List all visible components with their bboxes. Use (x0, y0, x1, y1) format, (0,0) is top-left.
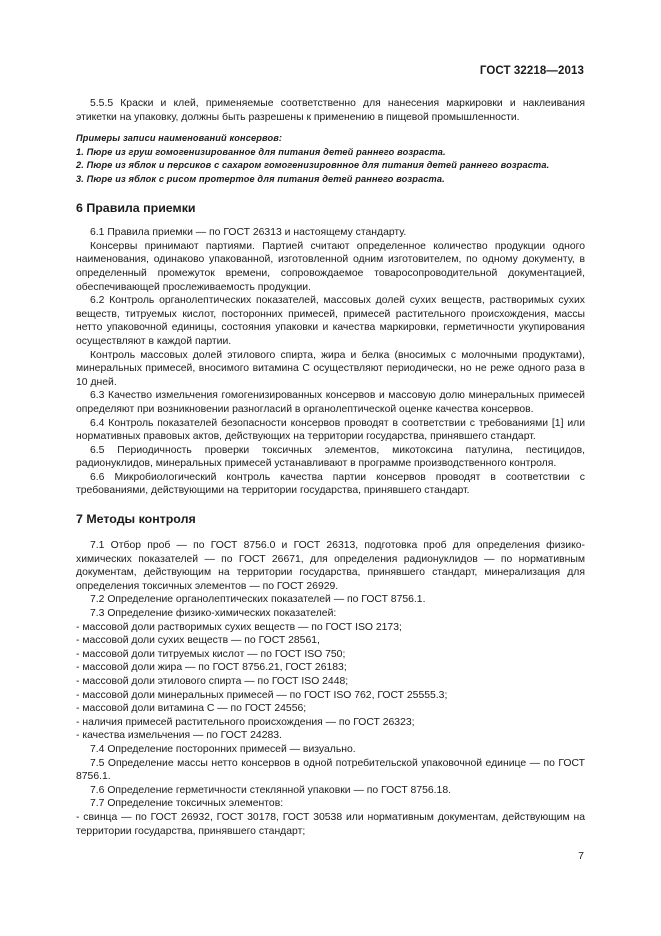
clause-6-4: 6.4 Контроль показателей безопасности консервов проводят в соответствии с требованиями [1] или нормативных правовых актов, действующих на территории государства, принявшего стандарт. (76, 417, 585, 443)
section-6-heading: 6 Правила приемки (76, 201, 196, 216)
clause-7-2: 7.2 Определение органолептических показателей — по ГОСТ 8756.1. (90, 594, 426, 606)
page-content (76, 97, 585, 838)
standard-number-header: ГОСТ 32218—2013 (479, 65, 584, 77)
page-number: 7 (578, 850, 584, 862)
list-item: - массовой доли титруемых кислот — по ГОСТ ISO 750; (76, 648, 346, 660)
examples-title: Примеры записи наименований консервов: (76, 133, 283, 144)
list-item: - массовой доли минеральных примесей — по ГОСТ ISO 762, ГОСТ 25555.3; (76, 689, 448, 701)
clause-6-5: 6.5 Периодичность проверки токсичных элементов, микотоксина патулина, пестицидов, радионуклидов, минеральных примесей устанавливают в программе производственного контроля. (76, 444, 585, 470)
list-item: - массовой доли растворимых сухих веществ — по ГОСТ ISO 2173; (76, 621, 402, 633)
example-item: 2. Пюре из яблок и персиков с сахаром гомогенизировнное для питания детей раннего возраста. (76, 160, 550, 171)
paragraph-periodic-control: Контроль массовых долей этилового спирта, жира и белка (вносимых с молочными продуктами), минеральных примесей, вносимого витамина С осуществляют периодически, но не реже одного раза в 10 дней. (76, 349, 585, 388)
list-item: - массовой доли жира — по ГОСТ 8756.21, ГОСТ 26183; (76, 662, 347, 674)
clause-6-6: 6.6 Микробиологический контроль качества партии консервов проводят в соответствии с требованиями, действующими на территории государства, принявшего стандарт. (76, 471, 585, 497)
clause-6-2: 6.2 Контроль органолептических показателей, массовых долей сухих веществ, растворимых сухих веществ, титруемых кислот, посторонних примесей, примесей растительного происхождения, массы нетто упаковочной единицы, состояния упаковки и качества маркировки, герметичности укупирования осуществляют в каждой партии. (76, 295, 585, 347)
list-item: - качества измельчения — по ГОСТ 24283. (76, 730, 282, 742)
clause-7-3: 7.3 Определение физико-химических показателей: (90, 608, 337, 620)
list-item: - массовой доли этилового спирта — по ГОСТ ISO 2448; (76, 676, 349, 687)
clause-7-5: 7.5 Определение массы нетто консервов в одной потребительской упаковочной единице — по ГОСТ 8756.1. (76, 757, 585, 783)
list-item: - наличия примесей растительного происхождения — по ГОСТ 26323; (76, 716, 415, 728)
example-item: 1. Пюре из груш гомогенизированное для питания детей раннего возраста. (76, 146, 446, 157)
paragraph-lots: Консервы принимают партиями. Партией считают определенное количество продукции одного наименования, одинаково упакованной, изготовленной одним изготовителем, по одному документу, в определенный промежуток времени, сопровождаемое товаросопроводительной документацией, обеспечивающей прослеживаемость продукции. (76, 240, 585, 293)
example-item: 3. Пюре из яблок с рисом протертое для питания детей раннего возраста. (76, 173, 445, 184)
clause-7-7: 7.7 Определение токсичных элементов: (90, 798, 284, 810)
clause-7-6: 7.6 Определение герметичности стеклянной упаковки — по ГОСТ 8756.18. (90, 784, 451, 796)
clause-6-3: 6.3 Качество измельчения гомогенизированных консервов и массовую долю минеральных примесей определяют при возникновении разногласий в органолептической оценке качества консервов. (76, 390, 585, 415)
clause-5-5-5: 5.5.5 Краски и клей, применяемые соответственно для нанесения маркировки и наклеивания этикетки на упаковку, должны быть разрешены к применению в пищевой промышленности. (76, 98, 585, 123)
list-item-lead: - свинца — по ГОСТ 26932, ГОСТ 30178, ГОСТ 30538 или нормативным документам, действующим на территории государства, принявшего стандарт; (76, 811, 585, 837)
list-item: - массовой доли сухих веществ — по ГОСТ 28561, (76, 635, 320, 647)
clause-7-4: 7.4 Определение посторонних примесей — визуально. (90, 743, 356, 755)
clause-7-1: 7.1 Отбор проб — по ГОСТ 8756.0 и ГОСТ 26313, подготовка проб для определения физико-химических показателей — по ГОСТ 26671, для определения радионуклидов — по нормативным документам, действующим на территории государства, принявшего стандарт, минерализация для определения токсичных элементов — по ГОСТ 26929. (76, 540, 585, 592)
clause-6-1: 6.1 Правила приемки — по ГОСТ 26313 и настоящему стандарту. (90, 227, 407, 239)
list-item: - массовой доли витамина С — по ГОСТ 24556; (76, 703, 307, 715)
section-7-heading: 7 Методы контроля (76, 512, 196, 527)
